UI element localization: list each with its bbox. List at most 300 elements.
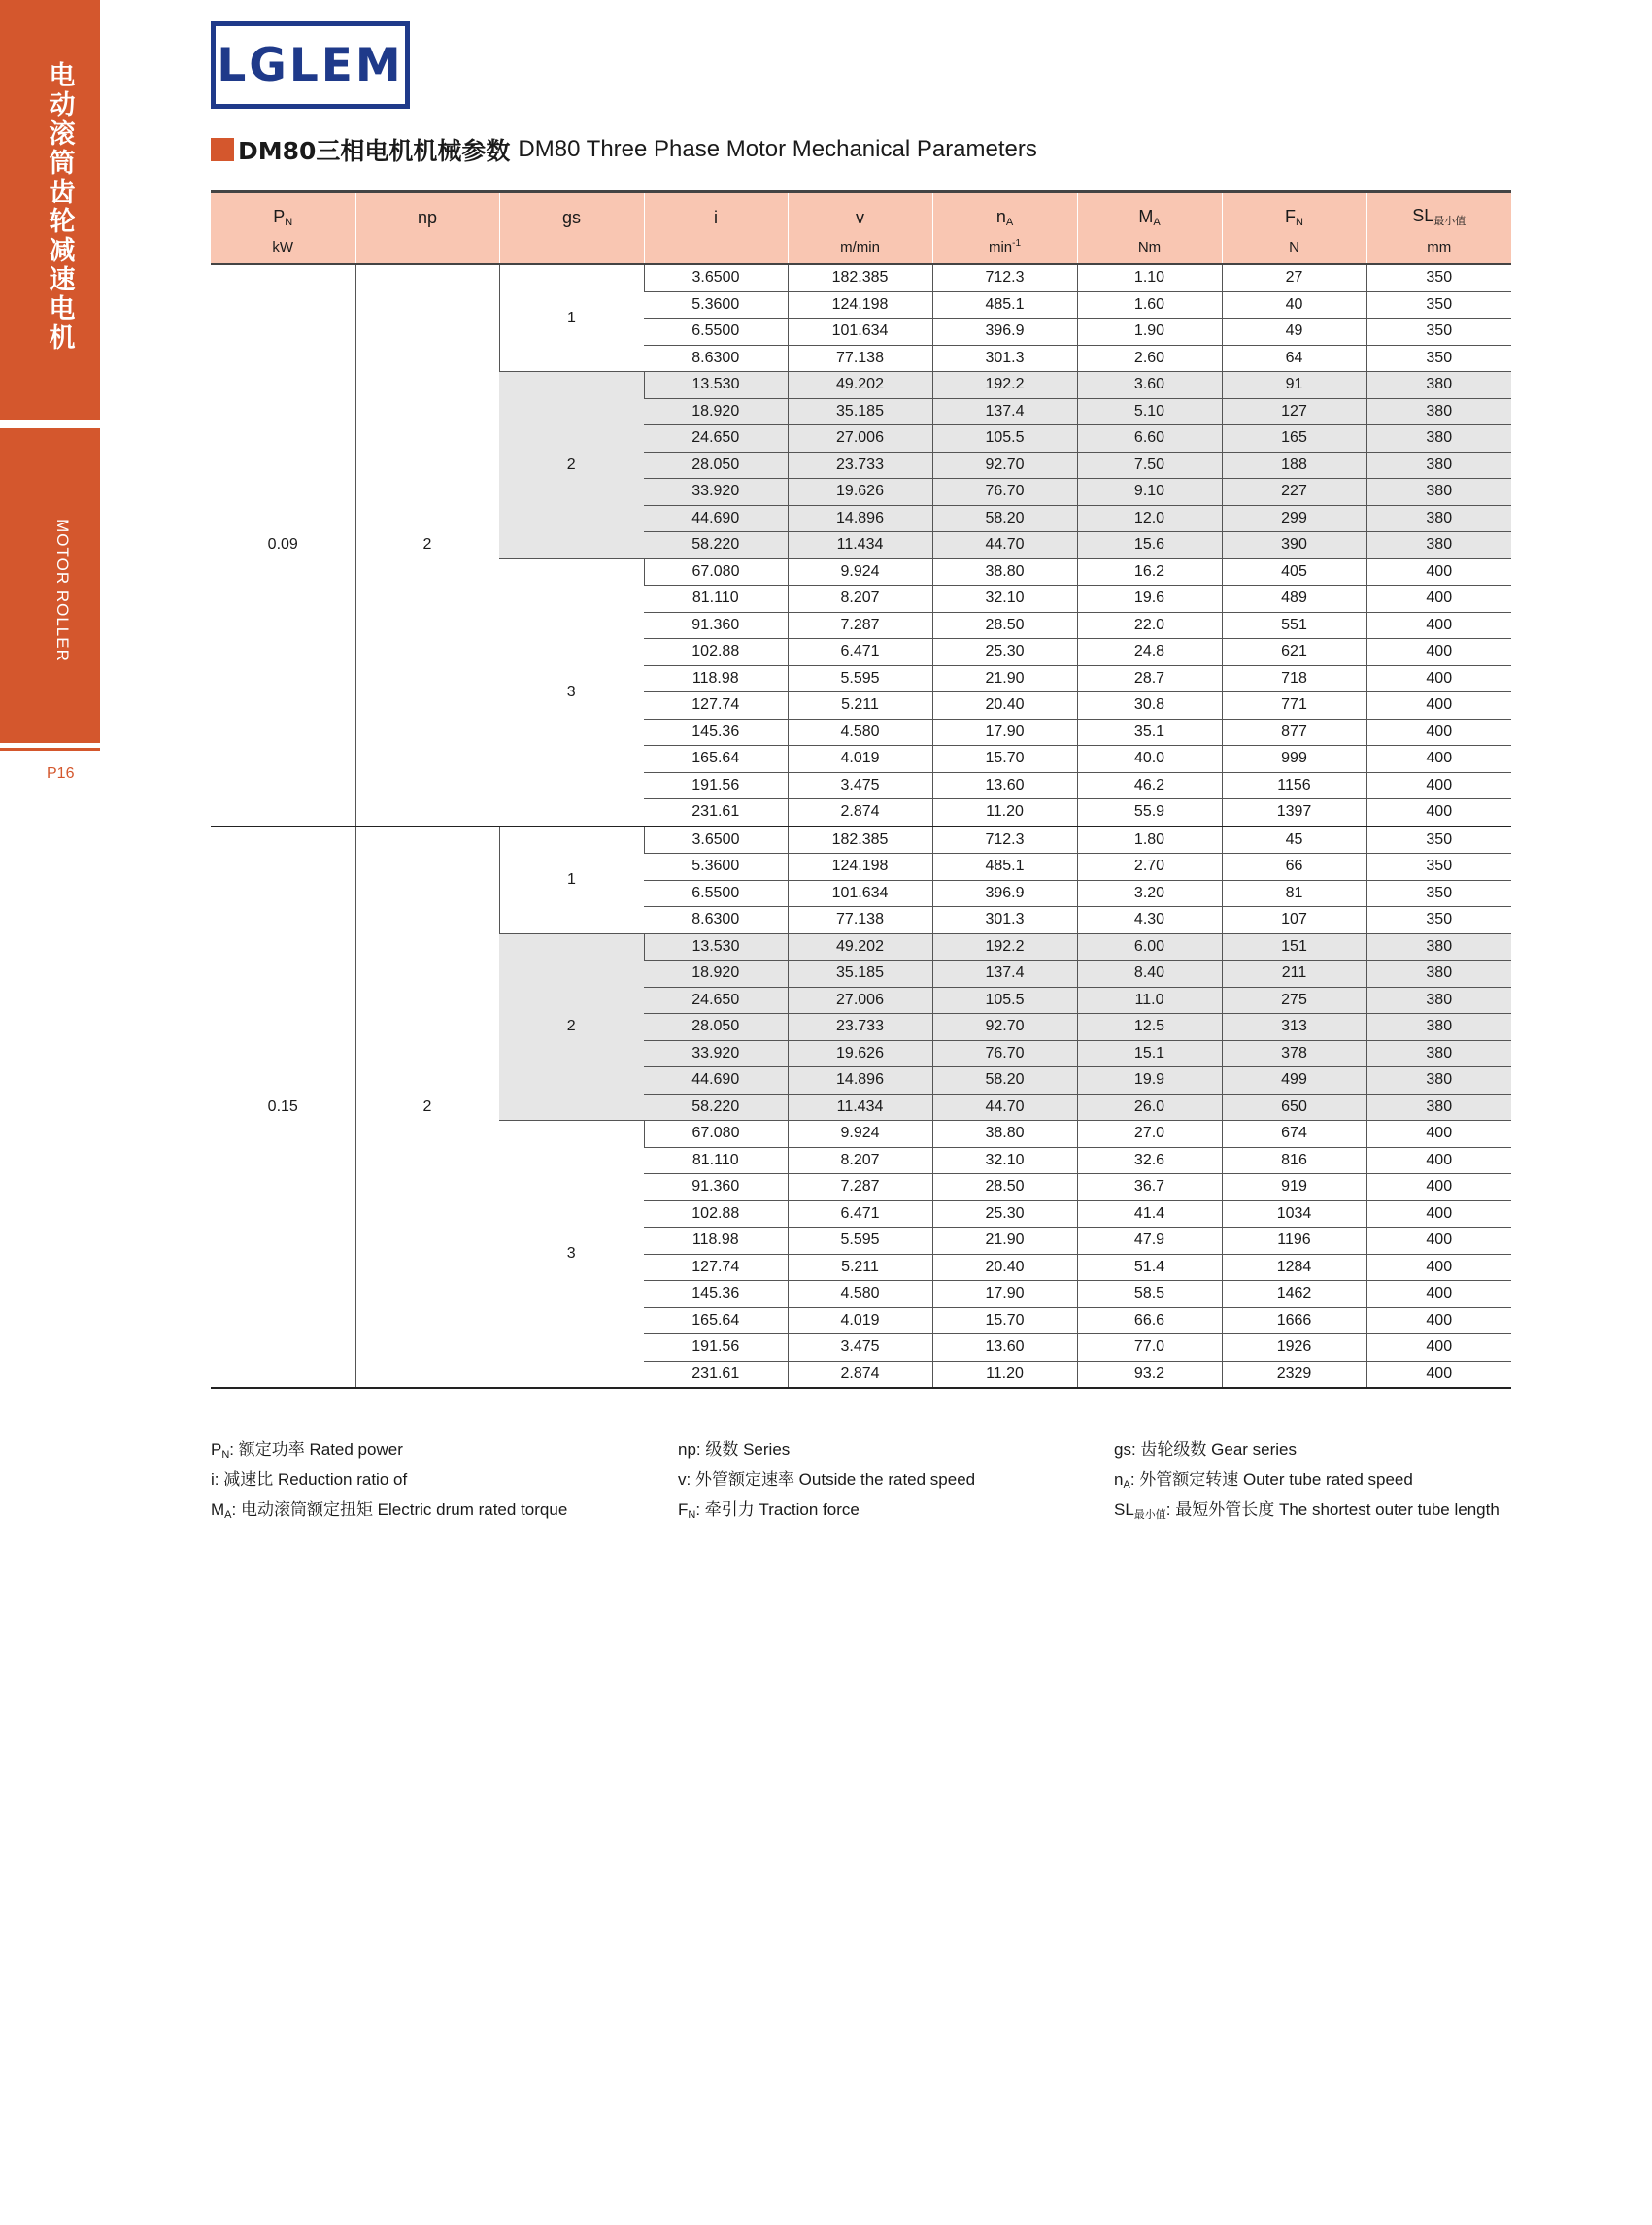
cell-rpm: 396.9 (932, 319, 1077, 346)
cell-torque: 16.2 (1077, 558, 1222, 586)
cell-speed: 6.471 (788, 639, 932, 666)
cell-torque: 93.2 (1077, 1361, 1222, 1388)
cell-rpm: 17.90 (932, 1281, 1077, 1308)
cell-ratio: 13.530 (644, 933, 788, 961)
cell-torque: 11.0 (1077, 987, 1222, 1014)
cell-torque: 15.1 (1077, 1040, 1222, 1067)
cell-speed: 49.202 (788, 372, 932, 399)
cell-ratio: 3.6500 (644, 826, 788, 854)
unit-v: m/min (788, 230, 932, 264)
cell-length: 380 (1366, 1094, 1511, 1121)
unit-fn: N (1222, 230, 1366, 264)
cell-speed: 6.471 (788, 1200, 932, 1228)
cell-torque: 1.10 (1077, 264, 1222, 291)
cell-rpm: 20.40 (932, 1254, 1077, 1281)
cell-speed: 8.207 (788, 1147, 932, 1174)
cell-ratio: 6.5500 (644, 880, 788, 907)
cell-length: 400 (1366, 665, 1511, 692)
legend-fn: $F_N$: 牵引力 Traction force (678, 1500, 860, 1521)
cell-force: 674 (1222, 1121, 1366, 1148)
cell-series: 2 (355, 826, 499, 1389)
cell-length: 380 (1366, 961, 1511, 988)
table-row (211, 264, 1511, 291)
cell-force: 66 (1222, 854, 1366, 881)
cell-torque: 4.30 (1077, 907, 1222, 934)
cell-speed: 27.006 (788, 425, 932, 453)
cell-gear-series: 3 (499, 1121, 644, 1389)
cell-force: 390 (1222, 532, 1366, 559)
cell-ratio: 81.110 (644, 1147, 788, 1174)
cell-ratio: 6.5500 (644, 319, 788, 346)
sidebar-char: 滚 (49, 119, 76, 150)
cell-torque: 47.9 (1077, 1228, 1222, 1255)
cell-force: 64 (1222, 345, 1366, 372)
cell-length: 350 (1366, 907, 1511, 934)
cell-speed: 3.475 (788, 1334, 932, 1362)
cell-ratio: 5.3600 (644, 854, 788, 881)
cell-force: 1462 (1222, 1281, 1366, 1308)
unit-np (355, 230, 499, 264)
cell-length: 350 (1366, 345, 1511, 372)
cell-ratio: 191.56 (644, 772, 788, 799)
sidebar-chinese-title (43, 62, 82, 354)
cell-force: 40 (1222, 291, 1366, 319)
cell-speed: 3.475 (788, 772, 932, 799)
cell-ratio: 44.690 (644, 1067, 788, 1095)
cell-torque: 5.10 (1077, 398, 1222, 425)
cell-ratio: 127.74 (644, 1254, 788, 1281)
cell-ratio: 8.6300 (644, 907, 788, 934)
cell-speed: 124.198 (788, 291, 932, 319)
cell-speed: 101.634 (788, 319, 932, 346)
cell-rpm: 301.3 (932, 907, 1077, 934)
cell-force: 2329 (1222, 1361, 1366, 1388)
cell-length: 400 (1366, 1361, 1511, 1388)
cell-torque: 22.0 (1077, 612, 1222, 639)
sidebar-char: 齿 (49, 178, 76, 208)
cell-ratio: 231.61 (644, 1361, 788, 1388)
cell-torque: 32.6 (1077, 1147, 1222, 1174)
cell-length: 380 (1366, 505, 1511, 532)
cell-speed: 8.207 (788, 586, 932, 613)
cell-force: 27 (1222, 264, 1366, 291)
cell-length: 380 (1366, 479, 1511, 506)
header-gs: gs (499, 192, 644, 231)
cell-length: 350 (1366, 880, 1511, 907)
cell-force: 816 (1222, 1147, 1366, 1174)
cell-force: 227 (1222, 479, 1366, 506)
cell-ratio: 127.74 (644, 692, 788, 720)
cell-length: 400 (1366, 692, 1511, 720)
cell-length: 380 (1366, 933, 1511, 961)
cell-torque: 28.7 (1077, 665, 1222, 692)
cell-rated-power: 0.15 (211, 826, 355, 1389)
cell-length: 380 (1366, 1067, 1511, 1095)
legend-gs: gs: 齿轮级数 Gear series (1114, 1440, 1298, 1459)
cell-length: 400 (1366, 1254, 1511, 1281)
cell-force: 299 (1222, 505, 1366, 532)
cell-rpm: 712.3 (932, 826, 1077, 854)
table-body (211, 264, 1511, 1388)
cell-rpm: 11.20 (932, 799, 1077, 826)
cell-torque: 35.1 (1077, 719, 1222, 746)
section-heading (211, 134, 1037, 165)
cell-length: 400 (1366, 1228, 1511, 1255)
cell-ratio: 24.650 (644, 425, 788, 453)
cell-rpm: 92.70 (932, 452, 1077, 479)
cell-speed: 5.595 (788, 1228, 932, 1255)
cell-gear-series: 2 (499, 933, 644, 1121)
sidebar-char: 动 (49, 90, 76, 120)
cell-speed: 35.185 (788, 961, 932, 988)
cell-gear-series: 2 (499, 372, 644, 559)
cell-force: 1284 (1222, 1254, 1366, 1281)
cell-speed: 5.211 (788, 1254, 932, 1281)
cell-speed: 49.202 (788, 933, 932, 961)
cell-torque: 30.8 (1077, 692, 1222, 720)
cell-ratio: 18.920 (644, 398, 788, 425)
cell-ratio: 118.98 (644, 665, 788, 692)
cell-length: 400 (1366, 799, 1511, 826)
cell-torque: 1.90 (1077, 319, 1222, 346)
cell-torque: 36.7 (1077, 1174, 1222, 1201)
cell-torque: 12.0 (1077, 505, 1222, 532)
cell-speed: 19.626 (788, 1040, 932, 1067)
cell-length: 380 (1366, 398, 1511, 425)
cell-force: 165 (1222, 425, 1366, 453)
sidebar-char: 速 (49, 265, 76, 295)
cell-torque: 19.9 (1077, 1067, 1222, 1095)
cell-torque: 19.6 (1077, 586, 1222, 613)
cell-force: 127 (1222, 398, 1366, 425)
cell-ratio: 165.64 (644, 1307, 788, 1334)
cell-rpm: 13.60 (932, 1334, 1077, 1362)
heading-chinese: DM80三相电机机械参数 (238, 137, 511, 165)
cell-torque: 15.6 (1077, 532, 1222, 559)
cell-rpm: 192.2 (932, 933, 1077, 961)
cell-length: 380 (1366, 1014, 1511, 1041)
cell-force: 919 (1222, 1174, 1366, 1201)
cell-speed: 7.287 (788, 1174, 932, 1201)
cell-ratio: 102.88 (644, 639, 788, 666)
cell-speed: 101.634 (788, 880, 932, 907)
cell-speed: 2.874 (788, 1361, 932, 1388)
cell-length: 350 (1366, 826, 1511, 854)
parameters-table (211, 190, 1511, 1389)
cell-length: 350 (1366, 264, 1511, 291)
cell-length: 400 (1366, 558, 1511, 586)
page-number: P16 (47, 765, 75, 782)
cell-rpm: 15.70 (932, 1307, 1077, 1334)
header-v: v (788, 192, 932, 231)
cell-ratio: 24.650 (644, 987, 788, 1014)
cell-torque: 8.40 (1077, 961, 1222, 988)
cell-rpm: 485.1 (932, 854, 1077, 881)
cell-rpm: 396.9 (932, 880, 1077, 907)
cell-torque: 12.5 (1077, 1014, 1222, 1041)
cell-ratio: 8.6300 (644, 345, 788, 372)
cell-rpm: 21.90 (932, 665, 1077, 692)
cell-rpm: 25.30 (932, 639, 1077, 666)
cell-speed: 14.896 (788, 1067, 932, 1095)
cell-length: 350 (1366, 319, 1511, 346)
cell-length: 400 (1366, 1200, 1511, 1228)
cell-rpm: 92.70 (932, 1014, 1077, 1041)
brand-logo-text: LGLEM (217, 38, 404, 92)
cell-gear-series: 1 (499, 826, 644, 934)
sidebar-char: 电 (49, 294, 76, 324)
cell-force: 718 (1222, 665, 1366, 692)
cell-length: 350 (1366, 854, 1511, 881)
legend-na: $n_A$: 外管额定转速 Outer tube rated speed (1114, 1470, 1413, 1491)
cell-speed: 182.385 (788, 264, 932, 291)
cell-rpm: 20.40 (932, 692, 1077, 720)
cell-rpm: 17.90 (932, 719, 1077, 746)
cell-length: 400 (1366, 1174, 1511, 1201)
cell-ratio: 13.530 (644, 372, 788, 399)
cell-force: 188 (1222, 452, 1366, 479)
cell-ratio: 102.88 (644, 1200, 788, 1228)
cell-force: 621 (1222, 639, 1366, 666)
cell-rpm: 76.70 (932, 1040, 1077, 1067)
cell-rated-power: 0.09 (211, 264, 355, 826)
cell-speed: 11.434 (788, 532, 932, 559)
sidebar-divider (0, 748, 100, 751)
cell-speed: 9.924 (788, 558, 932, 586)
legend-v: v: 外管额定速率 Outside the rated speed (678, 1470, 976, 1489)
cell-rpm: 485.1 (932, 291, 1077, 319)
cell-length: 400 (1366, 746, 1511, 773)
table-header (211, 192, 1511, 265)
cell-speed: 35.185 (788, 398, 932, 425)
cell-ratio: 28.050 (644, 452, 788, 479)
sidebar-char: 轮 (49, 207, 76, 237)
cell-rpm: 105.5 (932, 425, 1077, 453)
cell-ratio: 91.360 (644, 612, 788, 639)
cell-force: 1034 (1222, 1200, 1366, 1228)
cell-length: 380 (1366, 987, 1511, 1014)
heading-marker-square (211, 138, 234, 161)
cell-force: 405 (1222, 558, 1366, 586)
cell-ratio: 58.220 (644, 1094, 788, 1121)
cell-force: 650 (1222, 1094, 1366, 1121)
cell-torque: 3.20 (1077, 880, 1222, 907)
unit-na: $\min^{-1}$ (932, 230, 1077, 264)
cell-speed: 5.211 (788, 692, 932, 720)
cell-speed: 4.019 (788, 746, 932, 773)
cell-speed: 4.580 (788, 719, 932, 746)
cell-torque: 1.80 (1077, 826, 1222, 854)
cell-force: 551 (1222, 612, 1366, 639)
cell-torque: 24.8 (1077, 639, 1222, 666)
header-fn: $F_N$ (1222, 192, 1366, 231)
cell-rpm: 76.70 (932, 479, 1077, 506)
cell-speed: 23.733 (788, 1014, 932, 1041)
cell-torque: 6.00 (1077, 933, 1222, 961)
legend-np: np: 级数 Series (678, 1440, 791, 1459)
cell-length: 400 (1366, 719, 1511, 746)
cell-ratio: 44.690 (644, 505, 788, 532)
cell-ratio: 33.920 (644, 479, 788, 506)
cell-rpm: 58.20 (932, 1067, 1077, 1095)
header-np: np (355, 192, 499, 231)
cell-force: 275 (1222, 987, 1366, 1014)
legend-ma: $M_A$: 电动滚筒额定扭矩 Electric drum rated torque (211, 1500, 568, 1521)
cell-force: 771 (1222, 692, 1366, 720)
cell-force: 151 (1222, 933, 1366, 961)
cell-rpm: 44.70 (932, 532, 1077, 559)
header-ma: $M_A$ (1077, 192, 1222, 231)
cell-speed: 27.006 (788, 987, 932, 1014)
cell-rpm: 28.50 (932, 1174, 1077, 1201)
cell-force: 877 (1222, 719, 1366, 746)
cell-rpm: 38.80 (932, 558, 1077, 586)
cell-speed: 182.385 (788, 826, 932, 854)
cell-speed: 77.138 (788, 345, 932, 372)
cell-speed: 19.626 (788, 479, 932, 506)
cell-speed: 5.595 (788, 665, 932, 692)
cell-torque: 46.2 (1077, 772, 1222, 799)
cell-rpm: 137.4 (932, 398, 1077, 425)
cell-torque: 51.4 (1077, 1254, 1222, 1281)
cell-force: 107 (1222, 907, 1366, 934)
cell-torque: 6.60 (1077, 425, 1222, 453)
cell-force: 49 (1222, 319, 1366, 346)
cell-torque: 27.0 (1077, 1121, 1222, 1148)
cell-force: 1196 (1222, 1228, 1366, 1255)
brand-logo (211, 21, 410, 109)
cell-torque: 2.70 (1077, 854, 1222, 881)
cell-rpm: 15.70 (932, 746, 1077, 773)
cell-ratio: 58.220 (644, 532, 788, 559)
cell-rpm: 58.20 (932, 505, 1077, 532)
cell-speed: 23.733 (788, 452, 932, 479)
sidebar-char: 筒 (49, 149, 76, 179)
cell-force: 999 (1222, 746, 1366, 773)
cell-length: 400 (1366, 586, 1511, 613)
cell-speed: 9.924 (788, 1121, 932, 1148)
cell-length: 380 (1366, 452, 1511, 479)
cell-force: 1926 (1222, 1334, 1366, 1362)
cell-ratio: 18.920 (644, 961, 788, 988)
cell-rpm: 105.5 (932, 987, 1077, 1014)
cell-torque: 66.6 (1077, 1307, 1222, 1334)
cell-torque: 26.0 (1077, 1094, 1222, 1121)
unit-sl: mm (1366, 230, 1511, 264)
cell-rpm: 32.10 (932, 586, 1077, 613)
cell-length: 400 (1366, 1281, 1511, 1308)
cell-torque: 55.9 (1077, 799, 1222, 826)
header-na: $n_A$ (932, 192, 1077, 231)
cell-length: 380 (1366, 1040, 1511, 1067)
cell-ratio: 91.360 (644, 1174, 788, 1201)
cell-ratio: 28.050 (644, 1014, 788, 1041)
cell-speed: 4.580 (788, 1281, 932, 1308)
cell-force: 489 (1222, 586, 1366, 613)
cell-length: 380 (1366, 425, 1511, 453)
sidebar-english-title: MOTOR ROLLER (53, 519, 72, 662)
header-pn: $P_N$ (211, 192, 355, 231)
header-sl: $SL_{最小值}$ (1366, 192, 1511, 231)
cell-gear-series: 3 (499, 558, 644, 826)
cell-ratio: 145.36 (644, 719, 788, 746)
cell-torque: 3.60 (1077, 372, 1222, 399)
unit-i (644, 230, 788, 264)
cell-length: 400 (1366, 1147, 1511, 1174)
cell-series: 2 (355, 264, 499, 826)
cell-rpm: 25.30 (932, 1200, 1077, 1228)
sidebar-orange-panel-lower (0, 428, 100, 743)
cell-rpm: 712.3 (932, 264, 1077, 291)
cell-rpm: 11.20 (932, 1361, 1077, 1388)
cell-force: 1666 (1222, 1307, 1366, 1334)
cell-length: 380 (1366, 372, 1511, 399)
cell-force: 81 (1222, 880, 1366, 907)
cell-rpm: 32.10 (932, 1147, 1077, 1174)
cell-force: 1397 (1222, 799, 1366, 826)
cell-ratio: 33.920 (644, 1040, 788, 1067)
cell-length: 400 (1366, 1307, 1511, 1334)
cell-ratio: 3.6500 (644, 264, 788, 291)
cell-torque: 7.50 (1077, 452, 1222, 479)
cell-speed: 7.287 (788, 612, 932, 639)
cell-speed: 11.434 (788, 1094, 932, 1121)
cell-speed: 77.138 (788, 907, 932, 934)
cell-length: 380 (1366, 532, 1511, 559)
cell-ratio: 145.36 (644, 1281, 788, 1308)
unit-ma: Nm (1077, 230, 1222, 264)
cell-ratio: 191.56 (644, 1334, 788, 1362)
cell-speed: 124.198 (788, 854, 932, 881)
cell-rpm: 44.70 (932, 1094, 1077, 1121)
cell-force: 91 (1222, 372, 1366, 399)
cell-length: 400 (1366, 1121, 1511, 1148)
cell-force: 378 (1222, 1040, 1366, 1067)
cell-torque: 77.0 (1077, 1334, 1222, 1362)
sidebar-char: 电 (49, 61, 76, 91)
cell-torque: 41.4 (1077, 1200, 1222, 1228)
legend-i: i: 减速比 Reduction ratio of (211, 1470, 408, 1489)
cell-rpm: 192.2 (932, 372, 1077, 399)
cell-ratio: 81.110 (644, 586, 788, 613)
cell-speed: 14.896 (788, 505, 932, 532)
cell-gear-series: 1 (499, 264, 644, 372)
cell-rpm: 301.3 (932, 345, 1077, 372)
cell-force: 45 (1222, 826, 1366, 854)
cell-ratio: 5.3600 (644, 291, 788, 319)
heading-english: DM80 Three Phase Motor Mechanical Parameters (518, 136, 1037, 162)
cell-length: 350 (1366, 291, 1511, 319)
cell-rpm: 137.4 (932, 961, 1077, 988)
unit-gs (499, 230, 644, 264)
cell-ratio: 67.080 (644, 558, 788, 586)
cell-force: 499 (1222, 1067, 1366, 1095)
unit-pn: kW (211, 230, 355, 264)
sidebar-char: 减 (49, 236, 76, 266)
cell-length: 400 (1366, 1334, 1511, 1362)
cell-rpm: 13.60 (932, 772, 1077, 799)
legend-sl: $SL_{最小值}$: 最短外管长度 The shortest outer tube length (1114, 1500, 1500, 1521)
cell-torque: 2.60 (1077, 345, 1222, 372)
cell-length: 400 (1366, 612, 1511, 639)
cell-ratio: 118.98 (644, 1228, 788, 1255)
cell-speed: 2.874 (788, 799, 932, 826)
legend-pn: $P_N$: 额定功率 Rated power (211, 1440, 403, 1461)
cell-rpm: 38.80 (932, 1121, 1077, 1148)
cell-length: 400 (1366, 772, 1511, 799)
cell-rpm: 21.90 (932, 1228, 1077, 1255)
cell-rpm: 28.50 (932, 612, 1077, 639)
